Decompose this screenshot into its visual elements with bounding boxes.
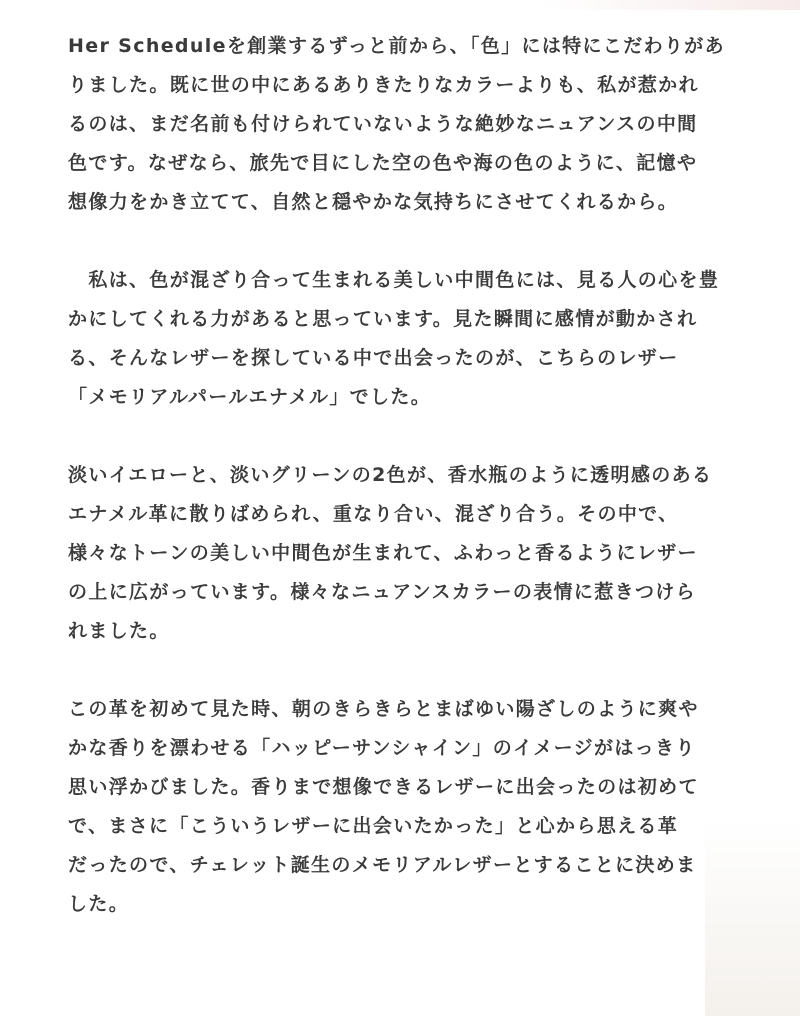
- text-line: 私は、色が混ざり合って生まれる美しい中間色には、見る人の心を豊: [68, 269, 720, 291]
- text-line: した。: [68, 893, 130, 915]
- text-line: るのは、まだ名前も付けられていないような絶妙なニュアンスの中間: [68, 113, 698, 135]
- text-line: 色です。なぜなら、旅先で目にした空の色や海の色のように、記憶や: [68, 152, 698, 174]
- text-line: の上に広がっています。様々なニュアンスカラーの表情に惹きつけら: [68, 581, 697, 603]
- text-line: この革を初めて見た時、朝のきらきらとまばゆい陽ざしのように爽や: [68, 698, 699, 720]
- text-line: りました。既に世の中にあるありきたりなカラーよりも、私が惹かれ: [68, 74, 699, 96]
- text-line: 様々なトーンの美しい中間色が生まれて、ふわっと香るようにレザー: [68, 542, 698, 564]
- paragraph-color-belief: [68, 261, 733, 417]
- text-line: 「メモリアルパールエナメル」でした。: [68, 386, 432, 408]
- article-body: [68, 27, 733, 963]
- text-line: Her Scheduleを創業するずっと前から、「色」には特にこだわりがあ: [68, 35, 725, 57]
- text-line: かな香りを漂わせる「ハッピーサンシャイン」のイメージがはっきり: [68, 737, 696, 759]
- text-line: 淡いイエローと、淡いグリーンの2色が、香水瓶のように透明感のある: [68, 464, 713, 486]
- text-line: 思い浮かびました。香りまで想像できるレザーに出会ったのは初めて: [68, 776, 699, 798]
- text-line: エナメル革に散りばめられ、重なり合い、混ざり合う。その中で、: [68, 503, 679, 525]
- text-line: で、まさに「こういうレザーに出会いたかった」と心から思える革: [68, 815, 679, 837]
- text-line: だったので、チェレット誕生のメモリアルレザーとすることに決めま: [68, 854, 697, 876]
- text-line: かにしてくれる力があると思っています。見た瞬間に感情が動かされ: [68, 308, 698, 330]
- paragraph-brand-origin: [68, 27, 733, 222]
- text-line: る、そんなレザーを探している中で出会ったのが、こちらのレザー: [68, 347, 679, 369]
- paragraph-leather-description: [68, 456, 733, 651]
- top-edge-accent: [540, 0, 800, 10]
- text-line: 想像力をかき立てて、自然と穏やかな気持ちにさせてくれるから。: [68, 191, 679, 213]
- paragraph-first-impression: [68, 690, 733, 924]
- text-line: れました。: [68, 620, 170, 642]
